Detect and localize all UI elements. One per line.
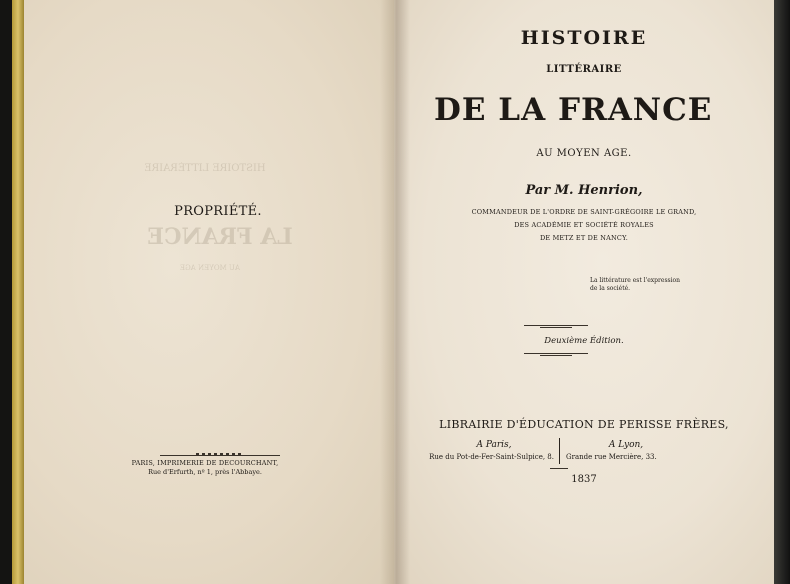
epigraph: La littérature est l'expression de la société. — [590, 277, 680, 292]
edition-rule-top — [524, 325, 588, 326]
book-cover-right — [774, 0, 790, 584]
title-line2: LITTÉRAIRE — [546, 64, 622, 75]
title-line1: HISTOIRE — [520, 27, 648, 49]
book-cover-left — [0, 0, 12, 584]
show-through-line2: LA FRANCE — [147, 224, 293, 250]
left-page — [24, 0, 394, 584]
credentials-line1: COMMANDEUR DE L'ORDRE DE SAINT-GRÉGOIRE LE GRAND, — [471, 208, 697, 216]
show-through-line3: AU MOYEN AGE — [180, 264, 240, 272]
title-page — [394, 0, 774, 584]
publication-year: 1837 — [571, 474, 597, 485]
edition-label: Deuxième Édition. — [544, 336, 624, 346]
address-separator — [559, 438, 560, 464]
property-label: PROPRIÉTÉ. — [174, 204, 262, 219]
edition-rule-bottom-accent — [540, 355, 572, 356]
credentials-line2: DES ACADÉMIE ET SOCIÉTÉ ROYALES — [514, 221, 654, 229]
author-line: Par M. Henrion, — [525, 183, 643, 198]
imprint-line1: PARIS, IMPRIMERIE DE DECOURCHANT, — [131, 459, 279, 467]
imprint-line2: Rue d'Erfurth, nº 1, près l'Abbaye. — [148, 468, 262, 476]
credentials-line3: DE METZ ET DE NANCY. — [539, 234, 629, 242]
show-through-line1: HISTOIRE LITTÉRAIRE — [144, 163, 266, 174]
title-line3: DE LA FRANCE — [434, 92, 713, 128]
address-right: Grande rue Mercière, 33. — [566, 453, 657, 461]
city-right: A Lyon, — [608, 440, 644, 450]
city-left: A Paris, — [476, 440, 512, 450]
address-left: Rue du Pot-de-Fer-Saint-Sulpice, 8. — [429, 453, 554, 461]
edition-rule-bottom — [524, 353, 588, 354]
edition-rule-top-accent — [540, 327, 572, 328]
subtitle: AU MOYEN AGE. — [536, 148, 632, 159]
year-rule — [550, 468, 568, 469]
gilded-page-edge — [12, 0, 24, 584]
publisher-line: LIBRAIRIE D'ÉDUCATION DE PERISSE FRÈRES, — [439, 418, 729, 431]
imprint-ornament-dots — [196, 453, 244, 456]
